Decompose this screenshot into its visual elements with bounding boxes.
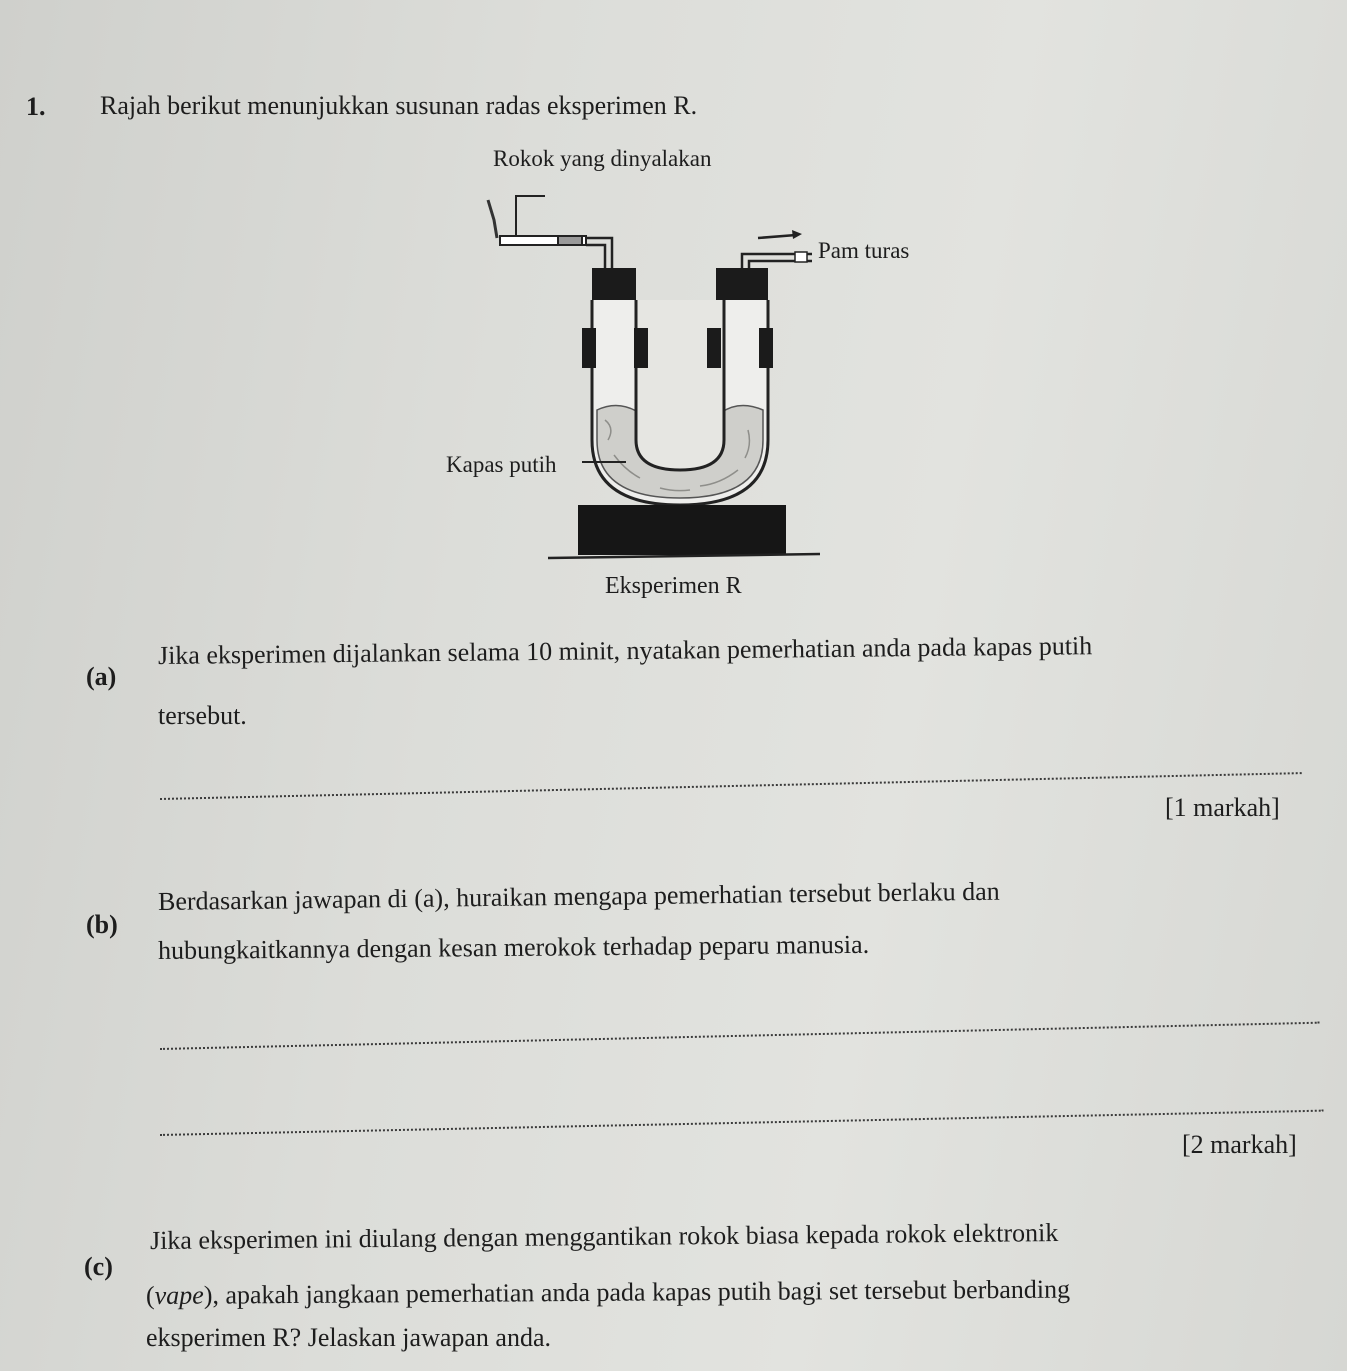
right-stopper — [716, 268, 768, 300]
flow-arrow — [758, 235, 796, 238]
question-intro: Rajah berikut menunjukkan susunan radas eksperimen R. — [100, 91, 698, 120]
arrow-head-icon — [792, 230, 802, 239]
part-a-letter: (a) — [86, 662, 117, 691]
experiment-r-diagram — [0, 0, 1347, 620]
label-cotton: Kapas putih — [446, 452, 557, 477]
part-c-text-line2: (vape), apakah jangkaan pemerhatian anda pada kapas putih bagi set tersebut berbanding — [145, 1274, 1071, 1310]
label-cigarette: Rokok yang dinyalakan — [493, 146, 712, 171]
vape-term: vape — [154, 1280, 204, 1310]
base-stand — [578, 505, 786, 555]
part-b-marks: [2 markah] — [1182, 1130, 1297, 1159]
part-a-text-line2: tersebut. — [158, 701, 247, 730]
diagram-caption: Eksperimen R — [605, 573, 742, 599]
clamp-right-b — [759, 328, 773, 368]
clamp-left-a — [582, 328, 596, 368]
part-a-marks: [1 markah] — [1165, 793, 1280, 822]
part-b-text-line2: hubungkaitkannya dengan kesan merokok terhadap peparu manusia. — [157, 929, 870, 965]
part-c-letter: (c) — [84, 1252, 113, 1281]
cigarette-pointer — [516, 196, 545, 236]
cigarette-icon — [488, 200, 497, 238]
left-stopper — [592, 268, 636, 300]
part-b-text-line1: Berdasarkan jawapan di (a), huraikan mengapa pemerhatian tersebut berlaku dan — [157, 876, 1000, 916]
label-pump: Pam turas — [818, 238, 910, 263]
part-a-text-line1: Jika eksperimen dijalankan selama 10 minit, nyatakan pemerhatian anda pada kapas putih — [157, 631, 1093, 670]
answer-line-b1[interactable] — [160, 1022, 1320, 1050]
answer-line-a[interactable] — [160, 772, 1302, 800]
clamp-left-b — [634, 328, 648, 368]
clamp-right-a — [707, 328, 721, 368]
part-c-text-line1: Jika eksperimen ini diulang dengan menggantikan rokok biasa kepada rokok elektronik — [149, 1218, 1059, 1255]
question-number: 1. — [26, 92, 46, 121]
part-b-letter: (b) — [86, 910, 118, 939]
part-c-text-line2-rest: ), apakah jangkaan pemerhatian anda pada kapas putih bagi set tersebut berbanding — [203, 1274, 1071, 1310]
part-c-text-line3: eksperimen R? Jelaskan jawapan anda. — [146, 1323, 552, 1352]
answer-line-b2[interactable] — [160, 1110, 1324, 1136]
